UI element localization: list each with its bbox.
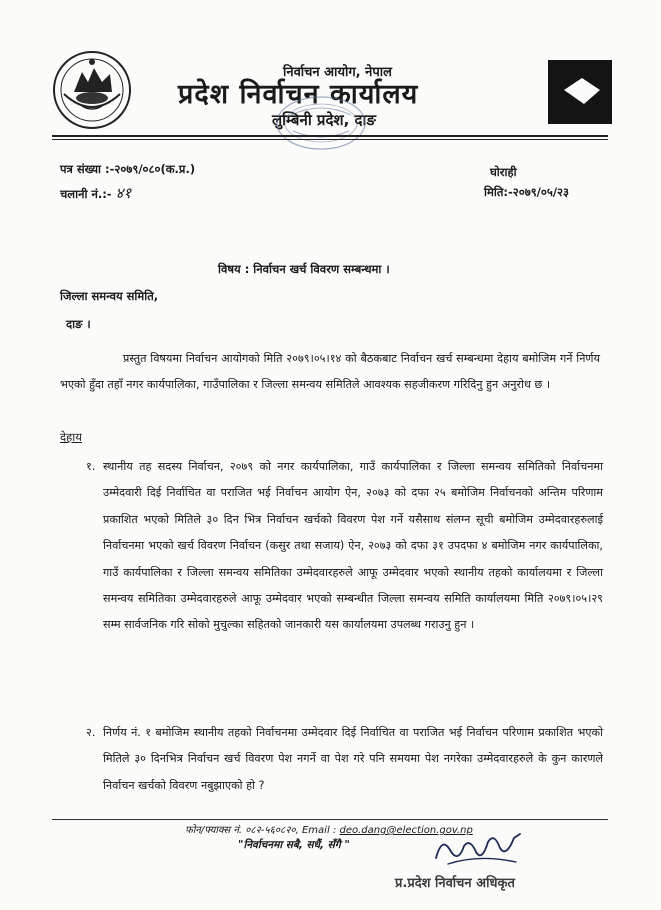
- place-name: घोराही: [490, 165, 517, 179]
- footer-slogan: "निर्वाचनमा सबै, सधैं, सँगै ": [238, 839, 350, 851]
- body-paragraph: प्रस्तुत विषयमा निर्वाचन आयोगको मिति २०७९।०५।१४ को बैठकबाट निर्वाचन खर्च सम्बन्धमा देहाय बमोजिम गर्ने निर्णय भएको हुँदा तहाँ नगर कार्यपालिका, गाउँपालिका र जिल्ला समन्वय समितिले आवश्यक सहजीकरण गरिदिनु हुन अनुरोध छ ।: [60, 352, 600, 391]
- footer-email-link[interactable]: deo.dang@election.gov.np: [339, 825, 473, 836]
- commission-name: निर्वाचन आयोग, नेपाल: [283, 65, 392, 80]
- office-name: प्रदेश निर्वाचन कार्यालय: [178, 79, 419, 110]
- list-item: स्थानीय तह सदस्य निर्वाचन, २०७९ को नगर कार्यपालिका, गाउँ कार्यपालिका र जिल्ला समन्वय समितिको निर्वाचनमा उम्मेदवारी दिई निर्वाचित वा पराजित भई निर्वाचन आयोग ऐन, २०७३ को दफा २५ बमोजिम निर्वाचनको अन्तिम परिणाम प्रकाशित भएको मितिले ३० दिन भित्र निर्वाचन खर्चको विवरण पेश गर्ने यसैसाथ संलग्न सूची बमोजिम उम्मेदवारहरुलाई निर्वाचनमा भएको खर्च विवरण निर्वाचन (कसुर तथा सजाय) ऐन, २०७३ को दफा ३१ उपदफा ४ बमोजिम नगर कार्यपालिका, गाउँ कार्यपालिका र जिल्ला समन्वय समितिका उम्मेदवारहरुले आफू उम्मेदवार भएको स्थानीय तहको कार्यालयमा र जिल्ला समन्वय समितिका उम्मेदवारहरुले आफू उम्मेदवार भएको सम्बन्धीत जिल्ला समन्वय समिति कार्यालयमा मिति २०७९।०५।२९ सम्म सार्वजनिक गरि सोको मुचुल्का सहितको जानकारी यस कार्यालयमा उपलब्ध गराउनु हुन ।: [103, 460, 603, 632]
- appendix-heading: देहाय: [60, 430, 82, 444]
- ballot-box-logo: [548, 60, 612, 124]
- dispatch-label: चलानी नं.:-: [60, 187, 112, 201]
- nepal-emblem-logo: [52, 50, 132, 130]
- item-number: १.: [86, 460, 96, 473]
- handwritten-signature: [428, 828, 528, 874]
- addressee-line1: जिल्ला समन्वय समिति,: [60, 289, 159, 303]
- letter-subject: विषय : निर्वाचन खर्च विवरण सम्बन्धमा ।: [218, 262, 390, 276]
- footer-phone: फोन/फ्याक्स नं. ०८२-५६०८२०, Email :: [185, 825, 337, 836]
- dispatch-number: [60, 183, 131, 203]
- office-seal-stamp: [275, 95, 367, 151]
- footer-divider: [52, 819, 608, 820]
- dispatch-value: ४१: [115, 184, 132, 202]
- letter-date: मिति:-२०७९/०५/२३: [484, 185, 570, 199]
- header-divider: [52, 135, 608, 140]
- addressee-line2: दाङ ।: [66, 317, 91, 331]
- item-number: २.: [86, 726, 96, 739]
- list-item: निर्णय नं. १ बमोजिम स्थानीय तहको निर्वाचनमा उम्मेदवार दिई निर्वाचित वा पराजित भई निर्वाचन परिणाम प्रकाशित भएको मितिले ३० दिनभित्र निर्वाचन खर्च विवरण पेश नगर्ने वा पेश गरे पनि समयमा पेश नगरेका उम्मेदवारहरुले के कुन कारणले निर्वाचन खर्चको विवरण नबुझाएको हो ?: [103, 726, 603, 792]
- signatory-office: प्र.प्रदेश निर्वाचन अधिकृत: [395, 876, 515, 891]
- letter-number: पत्र संख्या :-२०७९/०८०(क.प्र.): [60, 162, 196, 176]
- office-location: लुम्बिनी प्रदेश, दाङ: [272, 111, 376, 129]
